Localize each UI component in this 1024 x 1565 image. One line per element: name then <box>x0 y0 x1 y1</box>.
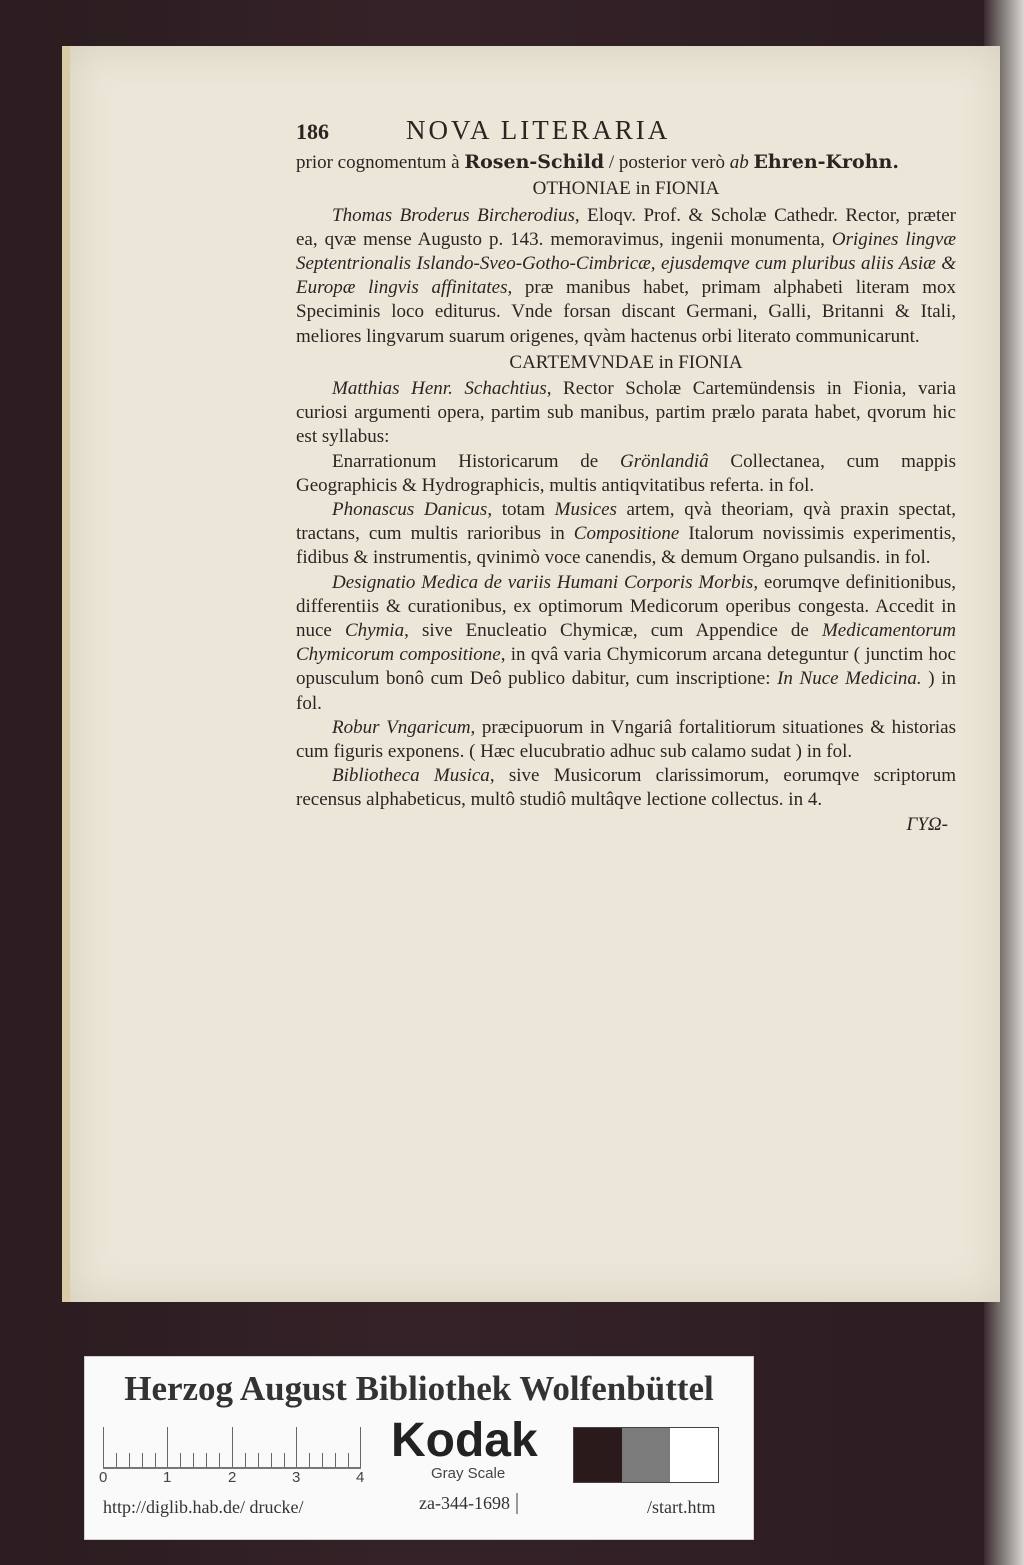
paragraph-5 <box>296 498 956 571</box>
paragraph-4 <box>296 450 956 498</box>
ruler-tick <box>219 1453 220 1467</box>
paragraph-7 <box>296 716 956 764</box>
p1-italic-ab: ab <box>729 152 749 174</box>
ruler-number: 1 <box>163 1469 172 1486</box>
p3-text-b: , Rector Scholæ Cartemündensis in Fionia, varia curiosi argumenti opera, partim sub manibus, partim prælo parata habet, qvorum hic est syllabus: <box>296 378 956 448</box>
ruler-tick <box>155 1453 156 1467</box>
gray-scale-swatches <box>573 1427 719 1483</box>
p6-text-d: , sive Enucleatio Chymicæ, cum Appendice de <box>404 620 822 642</box>
place-heading-cartemundae: CARTEMVNDAE in FIONIA <box>509 351 743 373</box>
p2-text-d: , præ manibus habet, primam alphabeti literam mox Speciminis loco editurus. Vnde forsan discant Germani, Galli, Britanni & Itali, meliores lingvarum suarum origenes, qvàm hactenus orbi literato communicarunt. <box>296 277 956 347</box>
ruler-tick <box>348 1453 349 1467</box>
page-text-block <box>296 115 957 837</box>
p2-work-title: Origines lingvæ Septentrionalis Islando-Sveo-Gotho-Cimbricæ, ejusdemqve cum pluribus aliis Asiæ & Europæ lingvis affinitates <box>296 228 956 299</box>
p2-author: Thomas Broderus Bircherodius <box>332 204 575 226</box>
paragraph-3 <box>296 377 956 450</box>
p1-blackletter-name-1: Rosen-Schild <box>464 151 605 174</box>
ruler-number: 4 <box>356 1469 365 1486</box>
p2-text-b: , Eloqv. Prof. & Scholæ Cathedr. Rector, præter ea, qvæ mense Augusto p. 143. memoravimus, ingenii monumenta, <box>296 204 957 250</box>
p8-text-b: , sive Musicorum clarissimorum, eorumqve scriptorum recensus alphabeticus, multô studiô multâqve lectione collectus. in 4. <box>296 765 956 811</box>
p4-text-c: Collectanea, cum mappis Geographicis & Hydrographicis, multis antiqvitatibus referta. in fol. <box>296 450 956 496</box>
p6-italic-appendix: Medicamentorum Chymicorum compositione <box>296 620 956 666</box>
swatch-gray <box>622 1428 670 1482</box>
ruler-tick <box>193 1453 194 1467</box>
swatch-white <box>670 1428 718 1482</box>
ruler-tick <box>309 1453 310 1467</box>
scale-ruler <box>103 1427 361 1469</box>
p5-italic-musices: Musices <box>554 499 617 521</box>
ruler-tick <box>167 1427 168 1467</box>
p5-work-title: Phonascus Danicus <box>332 499 488 521</box>
ruler-tick <box>296 1427 297 1467</box>
library-label-card <box>84 1356 754 1540</box>
ruler-tick <box>142 1453 143 1467</box>
ruler-tick <box>180 1453 181 1467</box>
p5-text-b: , totam <box>487 499 555 521</box>
p8-work-title: Bibliotheca Musica <box>332 765 490 787</box>
ruler-tick <box>335 1453 336 1467</box>
ruler-tick <box>206 1453 207 1467</box>
ruler-tick <box>258 1453 259 1467</box>
ruler-number: 3 <box>292 1469 301 1486</box>
p1-blackletter-name-2: Ehren-Krohn. <box>753 151 899 174</box>
paragraph-6 <box>296 571 956 716</box>
ruler-tick <box>360 1427 361 1467</box>
running-head: NOVA LITERARIA <box>406 115 671 145</box>
p3-author: Matthias Henr. Schachtius <box>332 378 547 400</box>
p5-text-f: Italorum novissimis experimentis, fidibus & instrumentis, qvinimò voce canendis, & demum Organo pulsandis. in fol. <box>296 523 956 569</box>
ruler-tick <box>284 1453 285 1467</box>
p6-text-b: , eorumqve definitionibus, differentiis & curationibus, ex optimorum Medicorum operibus congesta. Accedit in nuce <box>296 571 956 642</box>
p1-text-a: prior cognomentum à <box>296 152 465 174</box>
kodak-logo: Kodak <box>391 1414 538 1467</box>
p6-italic-inscription: In Nuce Medicina. <box>777 668 922 690</box>
library-name: Herzog August Bibliothek Wolfenbüttel <box>124 1369 714 1408</box>
paragraph-2 <box>296 204 956 349</box>
catchword: ΓΥΩ- <box>906 813 948 835</box>
p6-text-h: ) in fol. <box>296 668 956 714</box>
p5-text-d: artem, qvà theoriam, qvà praxin spectat, tractans, cum multis rarioribus in <box>296 499 956 545</box>
paragraph-1 <box>296 150 956 175</box>
paragraph-8 <box>296 764 956 812</box>
page-number: 186 <box>296 119 329 144</box>
p1-text-c: / posterior verò <box>604 152 730 174</box>
p4-italic-gronlandia: Grönlandiâ <box>619 450 709 472</box>
url-prefix: http://diglib.hab.de/ drucke/ <box>103 1497 304 1517</box>
ruler-tick <box>116 1453 117 1467</box>
shelfmark-id: za-344-1698 <box>413 1493 518 1514</box>
p4-text-a: Enarrationum Historicarum de <box>332 450 620 472</box>
ruler-tick <box>103 1427 104 1467</box>
p5-italic-compositione: Compositione <box>573 523 680 545</box>
swatch-black <box>574 1428 622 1482</box>
page-header <box>296 115 956 145</box>
ruler-tick <box>232 1427 233 1467</box>
url-suffix: /start.htm <box>647 1497 716 1517</box>
ruler-tick <box>271 1453 272 1467</box>
book-page <box>62 46 1000 1302</box>
p6-italic-chymia: Chymia <box>344 620 405 642</box>
p7-text-b: , præcipuorum in Vngariâ fortalitiorum situationes & historias cum figuris exponens. ( Hæc elucubratio adhuc sub calamo sudat ) in fol. <box>296 716 957 763</box>
p7-work-title: Robur Vngaricum <box>332 716 471 738</box>
ruler-number: 0 <box>99 1469 108 1486</box>
ruler-tick <box>129 1453 130 1467</box>
ruler-tick <box>245 1453 246 1467</box>
ruler-tick <box>322 1453 323 1467</box>
ruler-number: 2 <box>228 1469 237 1486</box>
p6-text-f: , in qvâ varia Chymicorum arcana deteguntur ( junctim hoc opusculum bonô cum Deô publico dabitur, cum inscriptione: <box>296 644 956 690</box>
gray-scale-caption: Gray Scale <box>431 1465 506 1482</box>
p6-work-title: Designatio Medica de variis Humani Corporis Morbis <box>332 571 754 593</box>
place-heading-othoniae: OTHONIAE in FIONIA <box>532 178 720 200</box>
